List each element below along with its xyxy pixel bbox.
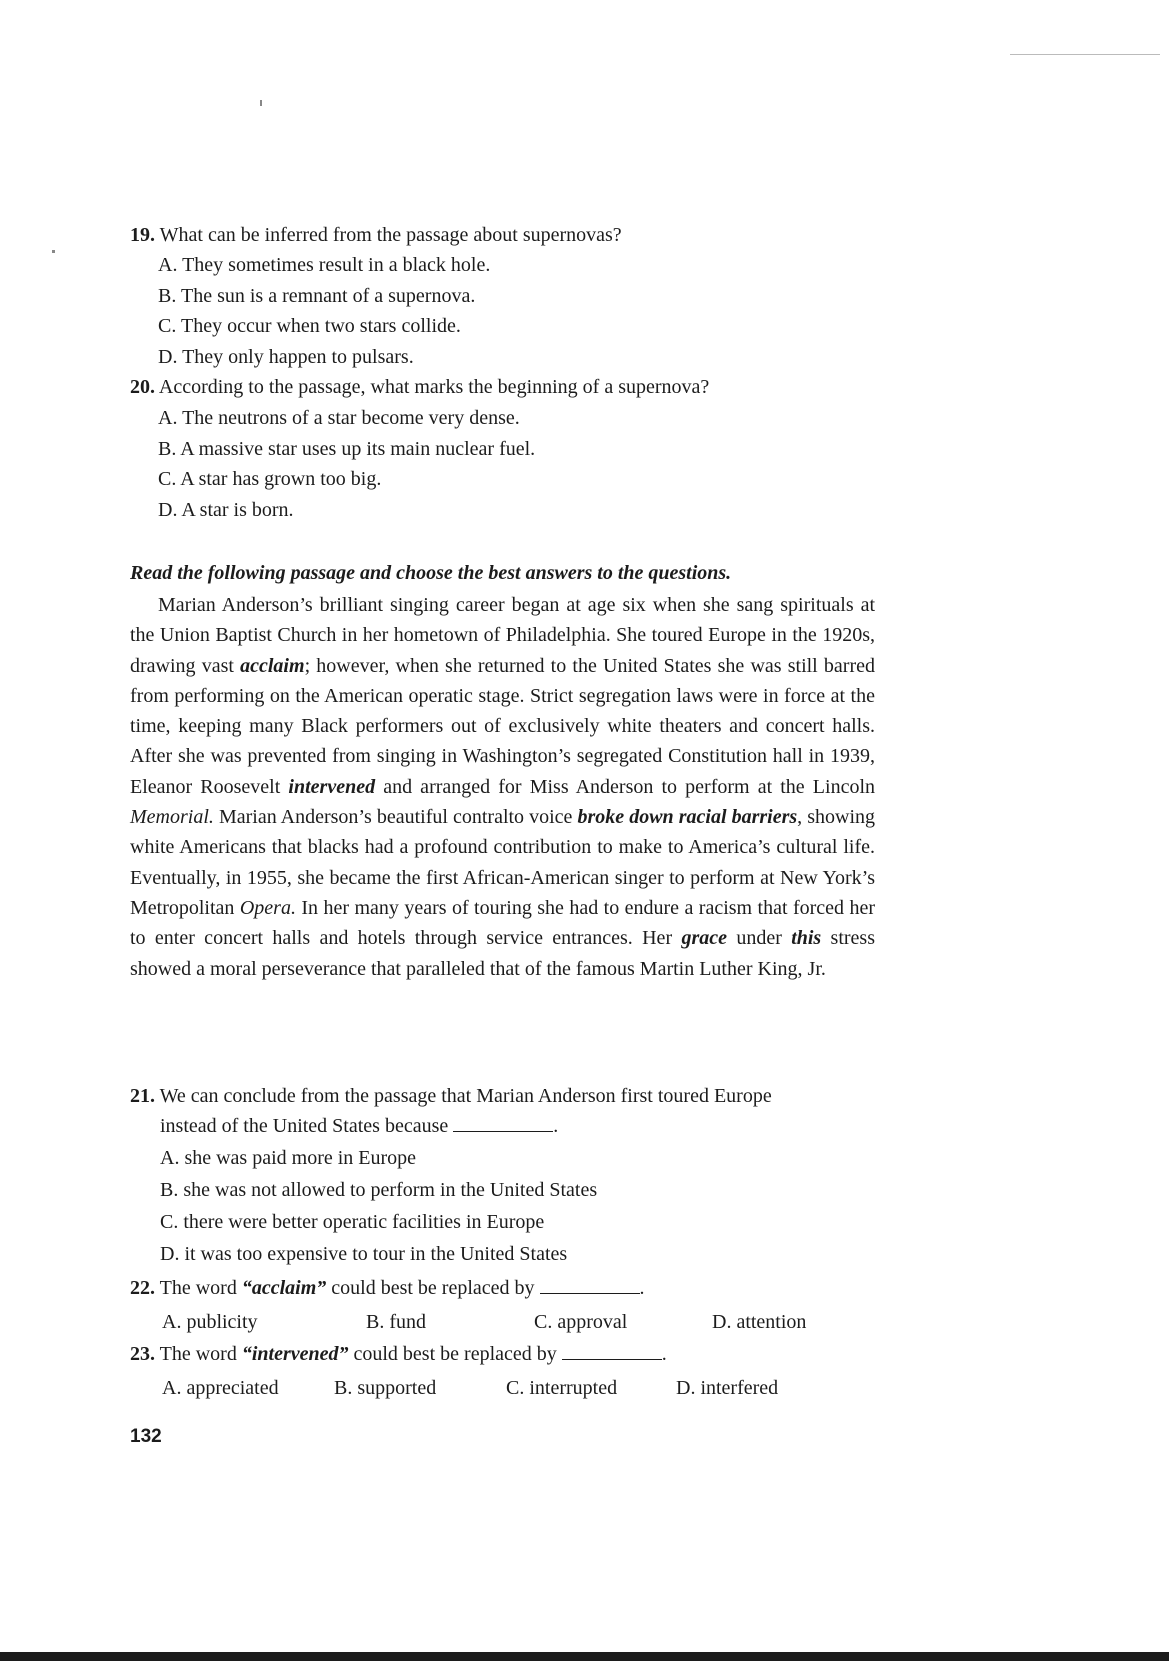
section-directions: Read the following passage and choose the best answers to the questions.	[130, 562, 732, 584]
q19-option-b: B. The sun is a remnant of a supernova.	[158, 285, 476, 307]
question-text: According to the passage, what marks the beginning of a supernova?	[155, 376, 710, 398]
q23-option-d: D. interfered	[676, 1377, 779, 1399]
page-number: 132	[130, 1426, 162, 1447]
passage-text: under	[726, 927, 792, 950]
question-text: The word	[155, 1343, 242, 1365]
q21-option-c: C. there were better operatic facilities in Europe	[160, 1211, 545, 1233]
question-number: 20.	[130, 376, 155, 398]
question-text: What can be inferred from the passage about supernovas?	[155, 224, 622, 246]
answer-blank	[562, 1341, 662, 1360]
reading-passage	[130, 590, 875, 984]
passage-text: , showing white Americans that blacks had a profound contribution to make to America’s cultural life. Eventually, in 1955, she became the first African-American singer to perform at New York’s Metropolitan	[130, 806, 876, 919]
q20-option-b: B. A massive star uses up its main nuclear fuel.	[158, 438, 536, 460]
question-text: The word	[155, 1277, 242, 1299]
question-number: 19.	[130, 224, 155, 246]
q19-option-a: A. They sometimes result in a black hole.	[158, 254, 491, 276]
q22-option-c: C. approval	[534, 1311, 628, 1333]
q19-option-d: D. They only happen to pulsars.	[158, 346, 414, 368]
q22-option-d: D. attention	[712, 1311, 807, 1333]
question-text: could best be replaced by	[326, 1277, 540, 1299]
passage-text: stress showed a moral perseverance that paralleled that of the famous Martin Luther King, Jr.	[130, 927, 875, 980]
q20-option-c: C. A star has grown too big.	[158, 468, 382, 490]
passage-text: In her many years of touring she had to endure a racism that forced her to enter concert halls and hotels through service entrances. Her	[130, 896, 875, 950]
q23-option-c: C. interrupted	[506, 1377, 618, 1399]
emphasized-word: this	[791, 927, 822, 950]
question-19-stem	[130, 220, 622, 250]
question-text: instead of the United States because	[160, 1115, 449, 1137]
sentence-end: .	[661, 1343, 667, 1365]
question-text: could best be replaced by	[348, 1343, 562, 1365]
italic-word: Memorial.	[130, 806, 214, 829]
passage-text: ; however, when she returned to the United States she was still barred from performing on the American operatic stage. Strict segregation laws were in force at the time, keeping many Black performers out of exclusively white theaters and concert halls. After she was prevented from singing in Washington’s segregated Constitution hall in 1939, Eleanor Roosevelt	[130, 654, 875, 798]
question-23-stem	[130, 1339, 667, 1369]
emphasized-word: acclaim	[240, 654, 305, 677]
emphasized-word: intervened	[288, 775, 376, 798]
answer-blank	[453, 1113, 553, 1132]
question-text: We can conclude from the passage that Marian Anderson first toured Europe	[155, 1085, 772, 1107]
scan-speck	[52, 250, 55, 253]
passage-text: Marian Anderson’s beautiful contralto voice	[213, 806, 578, 829]
q19-option-c: C. They occur when two stars collide.	[158, 315, 461, 337]
question-number: 21.	[130, 1085, 155, 1107]
answer-blank	[540, 1275, 640, 1294]
passage-text: Marian Anderson’s brilliant singing career began at age six when she sang spirituals at the Union Baptist Church in her hometown of Philadelphia. She toured Europe in the 1920s, drawing vast	[130, 594, 875, 677]
passage-text: and arranged for Miss Anderson to perform at the Lincoln	[375, 775, 875, 798]
emphasized-phrase: broke down racial barriers	[577, 806, 798, 829]
q22-option-a: A. publicity	[162, 1311, 258, 1333]
question-number: 22.	[130, 1277, 155, 1299]
sentence-end: .	[639, 1277, 645, 1299]
emphasized-word: grace	[681, 927, 727, 950]
q20-option-a: A. The neutrons of a star become very dense.	[158, 407, 520, 429]
q21-option-d: D. it was too expensive to tour in the United States	[160, 1243, 568, 1265]
question-21-stem-continued	[160, 1111, 558, 1141]
q20-option-d: D. A star is born.	[158, 499, 294, 521]
italic-word: Opera.	[239, 896, 296, 919]
target-word: “acclaim”	[241, 1277, 327, 1299]
scan-edge-mark	[1010, 54, 1160, 55]
question-21-stem	[130, 1081, 772, 1111]
scan-bottom-edge	[0, 1652, 1169, 1661]
scan-speck	[260, 100, 262, 106]
sentence-end: .	[553, 1115, 559, 1137]
question-22-stem	[130, 1273, 645, 1303]
q23-option-b: B. supported	[334, 1377, 437, 1399]
question-number: 23.	[130, 1343, 155, 1365]
target-word: “intervened”	[241, 1343, 349, 1365]
q21-option-a: A. she was paid more in Europe	[160, 1147, 417, 1169]
question-20-stem	[130, 372, 709, 402]
q21-option-b: B. she was not allowed to perform in the United States	[160, 1179, 598, 1201]
q22-option-b: B. fund	[366, 1311, 426, 1333]
q23-option-a: A. appreciated	[162, 1377, 279, 1399]
